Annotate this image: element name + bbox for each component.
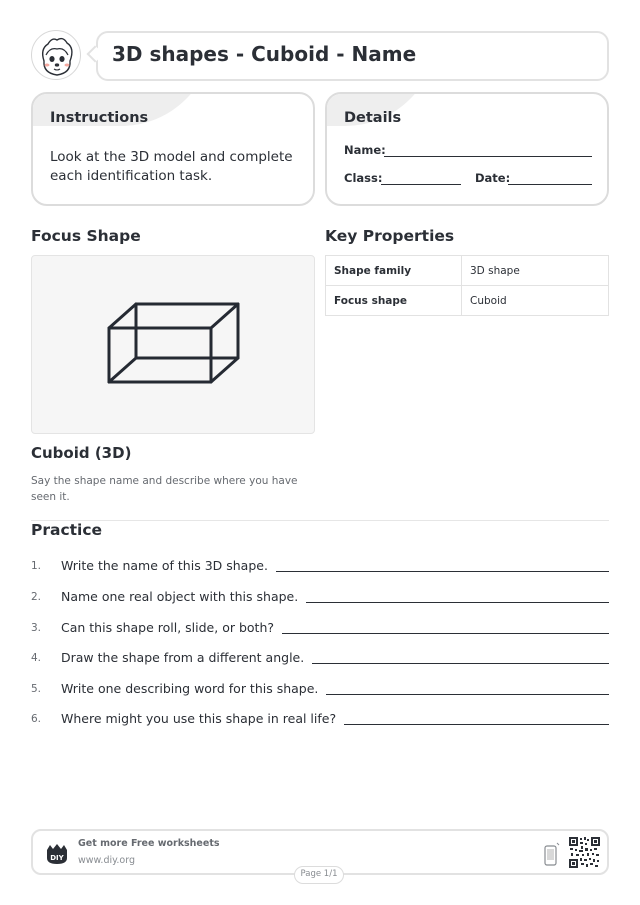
date-label: Date: (475, 171, 511, 185)
instructions-card (31, 92, 315, 206)
practice-question (31, 617, 609, 637)
answer-line[interactable] (344, 724, 609, 725)
question-number: 5. (31, 683, 42, 695)
property-value: 3D shape (462, 256, 609, 286)
mascot-icon (31, 30, 81, 80)
section-divider (31, 520, 609, 521)
cuboid-icon (32, 256, 316, 435)
svg-text:DIY: DIY (50, 854, 64, 862)
property-key: Focus shape (326, 286, 462, 316)
details-card (325, 92, 609, 206)
property-key: Shape family (326, 256, 462, 286)
answer-line[interactable] (312, 663, 609, 664)
footer-website-link[interactable]: www.diy.org (78, 855, 135, 866)
practice-question (31, 555, 609, 575)
practice-question (31, 678, 609, 698)
question-text: Can this shape roll, slide, or both? (61, 620, 274, 635)
question-text: Write the name of this 3D shape. (61, 558, 268, 573)
name-field[interactable] (384, 156, 592, 157)
date-field[interactable] (508, 184, 592, 185)
class-label: Class: (344, 171, 383, 185)
instructions-text: Look at the 3D model and complete each identification task. (50, 149, 293, 184)
question-number: 6. (31, 713, 42, 725)
question-number: 2. (31, 591, 42, 603)
shape-name: Cuboid (3D) (31, 444, 132, 462)
property-value: Cuboid (462, 286, 609, 316)
answer-line[interactable] (282, 633, 609, 634)
shape-caption: Say the shape name and describe where you have seen it. (31, 475, 298, 503)
phone-icon (544, 842, 560, 866)
cuboid-back-face (136, 304, 238, 358)
question-text: Where might you use this shape in real life? (61, 711, 337, 726)
question-number: 4. (31, 652, 42, 664)
answer-line[interactable] (276, 571, 609, 572)
qr-code-icon[interactable] (569, 837, 600, 868)
practice-question (31, 586, 609, 606)
footer-promo-text: Get more Free worksheets (78, 838, 220, 849)
question-text: Write one describing word for this shape. (61, 681, 319, 696)
practice-question (31, 708, 609, 728)
practice-question (31, 647, 609, 667)
question-text: Draw the shape from a different angle. (61, 650, 305, 665)
shape-image-panel (31, 255, 315, 434)
question-number: 3. (31, 622, 42, 634)
properties-table (325, 255, 609, 316)
details-title: Details (344, 110, 402, 126)
answer-line[interactable] (306, 602, 609, 603)
page-number: Page 1/1 (294, 866, 344, 884)
name-label: Name: (344, 143, 386, 157)
question-number: 1. (31, 560, 42, 572)
answer-line[interactable] (326, 694, 609, 695)
table-row (326, 256, 609, 286)
question-text: Name one real object with this shape. (61, 589, 299, 604)
diy-logo-icon[interactable] (44, 841, 70, 867)
class-field[interactable] (381, 184, 461, 185)
focus-shape-heading: Focus Shape (31, 227, 141, 245)
page-title: 3D shapes - Cuboid - Name (112, 42, 417, 66)
instructions-title: Instructions (50, 110, 149, 126)
practice-heading: Practice (31, 521, 103, 539)
table-row (326, 286, 609, 316)
key-properties-heading: Key Properties (325, 227, 455, 245)
